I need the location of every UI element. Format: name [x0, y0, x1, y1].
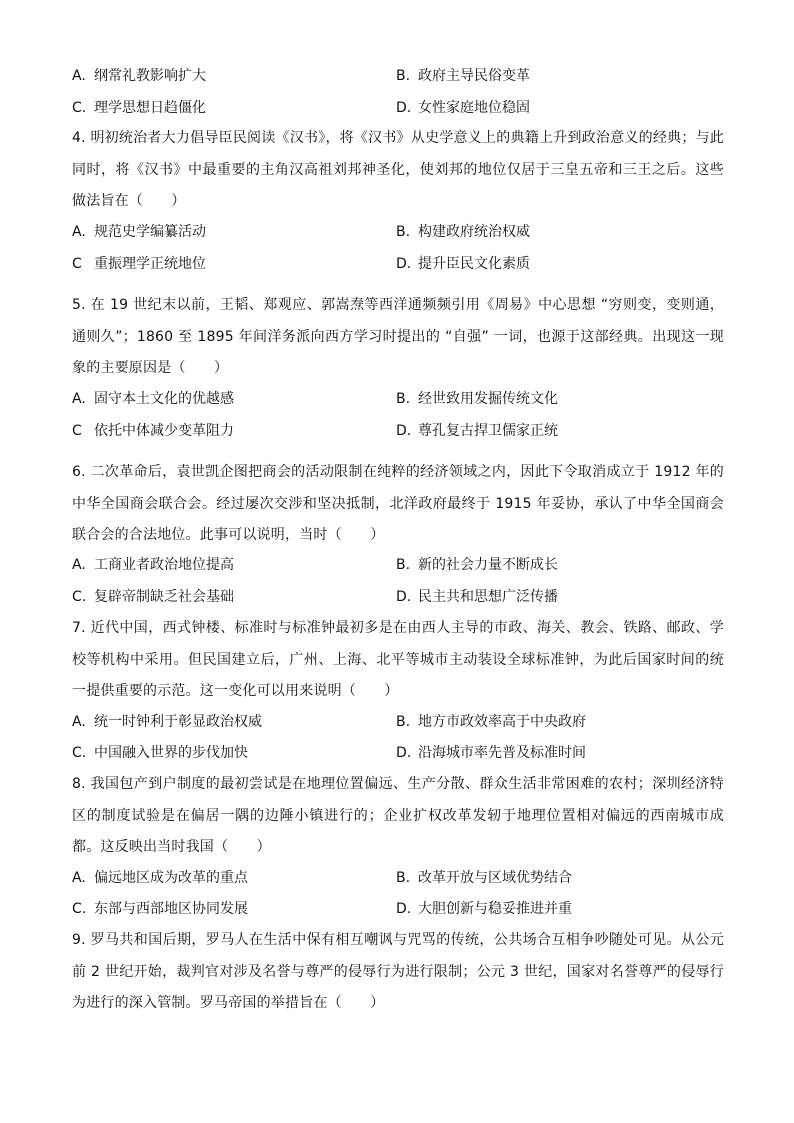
q8-options-row-2	[72, 897, 724, 921]
question-stem: 4. 明初统治者大力倡导臣民阅读《汉书》，将《汉书》从史学意义上的典籍上升到政治意义的经典；与此同时，将《汉书》中最重要的主角汉高祖刘邦神圣化，使刘邦的地位仅居于三皇五帝和三王之后。这些做法旨在（ ）	[72, 130, 724, 209]
option-letter: B.	[396, 391, 411, 407]
option-letter: A.	[72, 870, 86, 886]
option-text: 东部与西部地区协同发展	[94, 901, 248, 917]
q6-option-c[interactable]	[72, 585, 234, 609]
q8-option-a[interactable]	[72, 866, 248, 890]
option-text: 大胆创新与稳妥推进并重	[418, 901, 572, 917]
q4-option-c[interactable]	[72, 252, 206, 276]
q5-option-d[interactable]	[396, 419, 558, 443]
q6-options-row-2	[72, 585, 724, 609]
option-letter: C.	[72, 589, 87, 605]
option-text: 沿海城市率先普及标准时间	[418, 745, 586, 761]
option-letter: C	[72, 256, 82, 272]
q8-option-b[interactable]	[396, 866, 572, 890]
option-letter: C.	[72, 100, 87, 116]
q7-option-b[interactable]	[396, 710, 586, 734]
q5-options-row-1	[72, 387, 724, 411]
q4-option-a[interactable]	[72, 220, 206, 244]
option-text: 复辟帝制缺乏社会基础	[94, 589, 234, 605]
option-letter: B.	[396, 870, 411, 886]
q3-option-c[interactable]	[72, 96, 206, 120]
option-letter: A.	[72, 224, 86, 240]
q7-option-d[interactable]	[396, 741, 586, 765]
q8-options-row-1	[72, 866, 724, 890]
q3-option-b[interactable]	[396, 64, 530, 88]
option-letter: B.	[396, 68, 411, 84]
option-text: 民主共和思想广泛传播	[418, 589, 558, 605]
option-text: 地方市政效率高于中央政府	[418, 714, 586, 730]
q8-option-c[interactable]	[72, 897, 248, 921]
option-letter: A.	[72, 557, 86, 573]
option-letter: B.	[396, 714, 411, 730]
option-text: 政府主导民俗变革	[418, 68, 530, 84]
option-text: 偏远地区成为改革的重点	[94, 870, 248, 886]
option-letter: C.	[72, 901, 87, 917]
option-text: 重振理学正统地位	[94, 256, 206, 272]
q5-option-c[interactable]	[72, 419, 234, 443]
option-letter: D.	[396, 256, 412, 272]
q6-option-d[interactable]	[396, 585, 558, 609]
q5-option-a[interactable]	[72, 387, 234, 411]
q6-option-a[interactable]	[72, 553, 234, 577]
q5-options-row-2	[72, 419, 724, 443]
option-text: 女性家庭地位稳固	[418, 100, 530, 116]
q3-option-a[interactable]	[72, 64, 206, 88]
q4-option-b[interactable]	[396, 220, 530, 244]
option-letter: C.	[72, 745, 87, 761]
option-letter: C	[72, 423, 82, 439]
option-text: 尊孔复古捍卫儒家正统	[418, 423, 558, 439]
option-letter: D.	[396, 589, 412, 605]
option-letter: B.	[396, 557, 411, 573]
q7-options-row-2	[72, 741, 724, 765]
option-text: 中国融入世界的步伐加快	[94, 745, 248, 761]
q3-option-d[interactable]	[396, 96, 530, 120]
option-letter: B.	[396, 224, 411, 240]
option-text: 规范史学编纂活动	[94, 224, 206, 240]
q6-options-row-1	[72, 553, 724, 577]
option-text: 工商业者政治地位提高	[94, 557, 234, 573]
q8-option-d[interactable]	[396, 897, 572, 921]
question-stem: 8. 我国包产到户制度的最初尝试是在地理位置偏远、生产分散、群众生活非常困难的农村；深圳经济特区的制度试验是在偏居一隅的边陲小镇进行的；企业扩权改革发轫于地理位置相对偏远的西南城市成都。这反映出当时我国（ ）	[72, 776, 724, 855]
option-letter: A.	[72, 714, 86, 730]
option-text: 提升臣民文化素质	[418, 256, 530, 272]
option-text: 固守本土文化的优越感	[94, 391, 234, 407]
option-text: 构建政府统治权威	[418, 224, 530, 240]
option-text: 理学思想日趋僵化	[94, 100, 206, 116]
q4-options-row-1	[72, 220, 724, 244]
question-stem: 9. 罗马共和国后期，罗马人在生活中保有相互嘲讽与咒骂的传统，公共场合互相争吵随处可见。从公元前 2 世纪开始，裁判官对涉及名誉与尊严的侵辱行为进行限制；公元 3 世纪，国家对名誉尊严的侵辱行为进行的深入管制。罗马帝国的举措旨在（ ）	[72, 932, 724, 1011]
option-letter: D.	[396, 901, 412, 917]
option-letter: A.	[72, 391, 86, 407]
option-text: 纲常礼教影响扩大	[94, 68, 206, 84]
q3-options-row-1	[72, 64, 724, 88]
option-text: 改革开放与区域优势结合	[418, 870, 572, 886]
option-letter: D.	[396, 423, 412, 439]
option-text: 统一时钟利于彰显政治权威	[94, 714, 262, 730]
option-letter: A.	[72, 68, 86, 84]
q7-option-a[interactable]	[72, 710, 262, 734]
q6-option-b[interactable]	[396, 553, 558, 577]
option-text: 依托中体减少变革阻力	[94, 423, 234, 439]
q3-options-row-2	[72, 96, 724, 120]
option-text: 经世致用发掘传统文化	[418, 391, 558, 407]
option-letter: D.	[396, 745, 412, 761]
q7-options-row-1	[72, 710, 724, 734]
option-text: 新的社会力量不断成长	[418, 557, 558, 573]
q7-option-c[interactable]	[72, 741, 248, 765]
q5-option-b[interactable]	[396, 387, 558, 411]
question-stem: 5. 在 19 世纪末以前，王韬、郑观应、郭嵩焘等西洋通频频引用《周易》中心思想 “穷则变，变则通，通则久”；1860 至 1895 年间洋务派向西方学习时提出的 “自强” 一词，也源于这部经典。出现这一现象的主要原因是（ ）	[72, 297, 724, 376]
q4-options-row-2	[72, 252, 724, 276]
question-stem: 7. 近代中国，西式钟楼、标准时与标准钟最初多是在由西人主导的市政、海关、教会、铁路、邮政、学校等机构中采用。但民国建立后，广州、上海、北平等城市主动装设全球标准钟，为此后国家时间的统一提供重要的示范。这一变化可以用来说明（ ）	[72, 620, 724, 699]
question-stem: 6. 二次革命后，袁世凯企图把商会的活动限制在纯粹的经济领域之内，因此下令取消成立于 1912 年的中华全国商会联合会。经过屡次交涉和坚决抵制，北洋政府最终于 1915 年妥协，承认了中华全国商会联合会的合法地位。此事可以说明，当时（ ）	[72, 464, 724, 543]
option-letter: D.	[396, 100, 412, 116]
q4-option-d[interactable]	[396, 252, 530, 276]
